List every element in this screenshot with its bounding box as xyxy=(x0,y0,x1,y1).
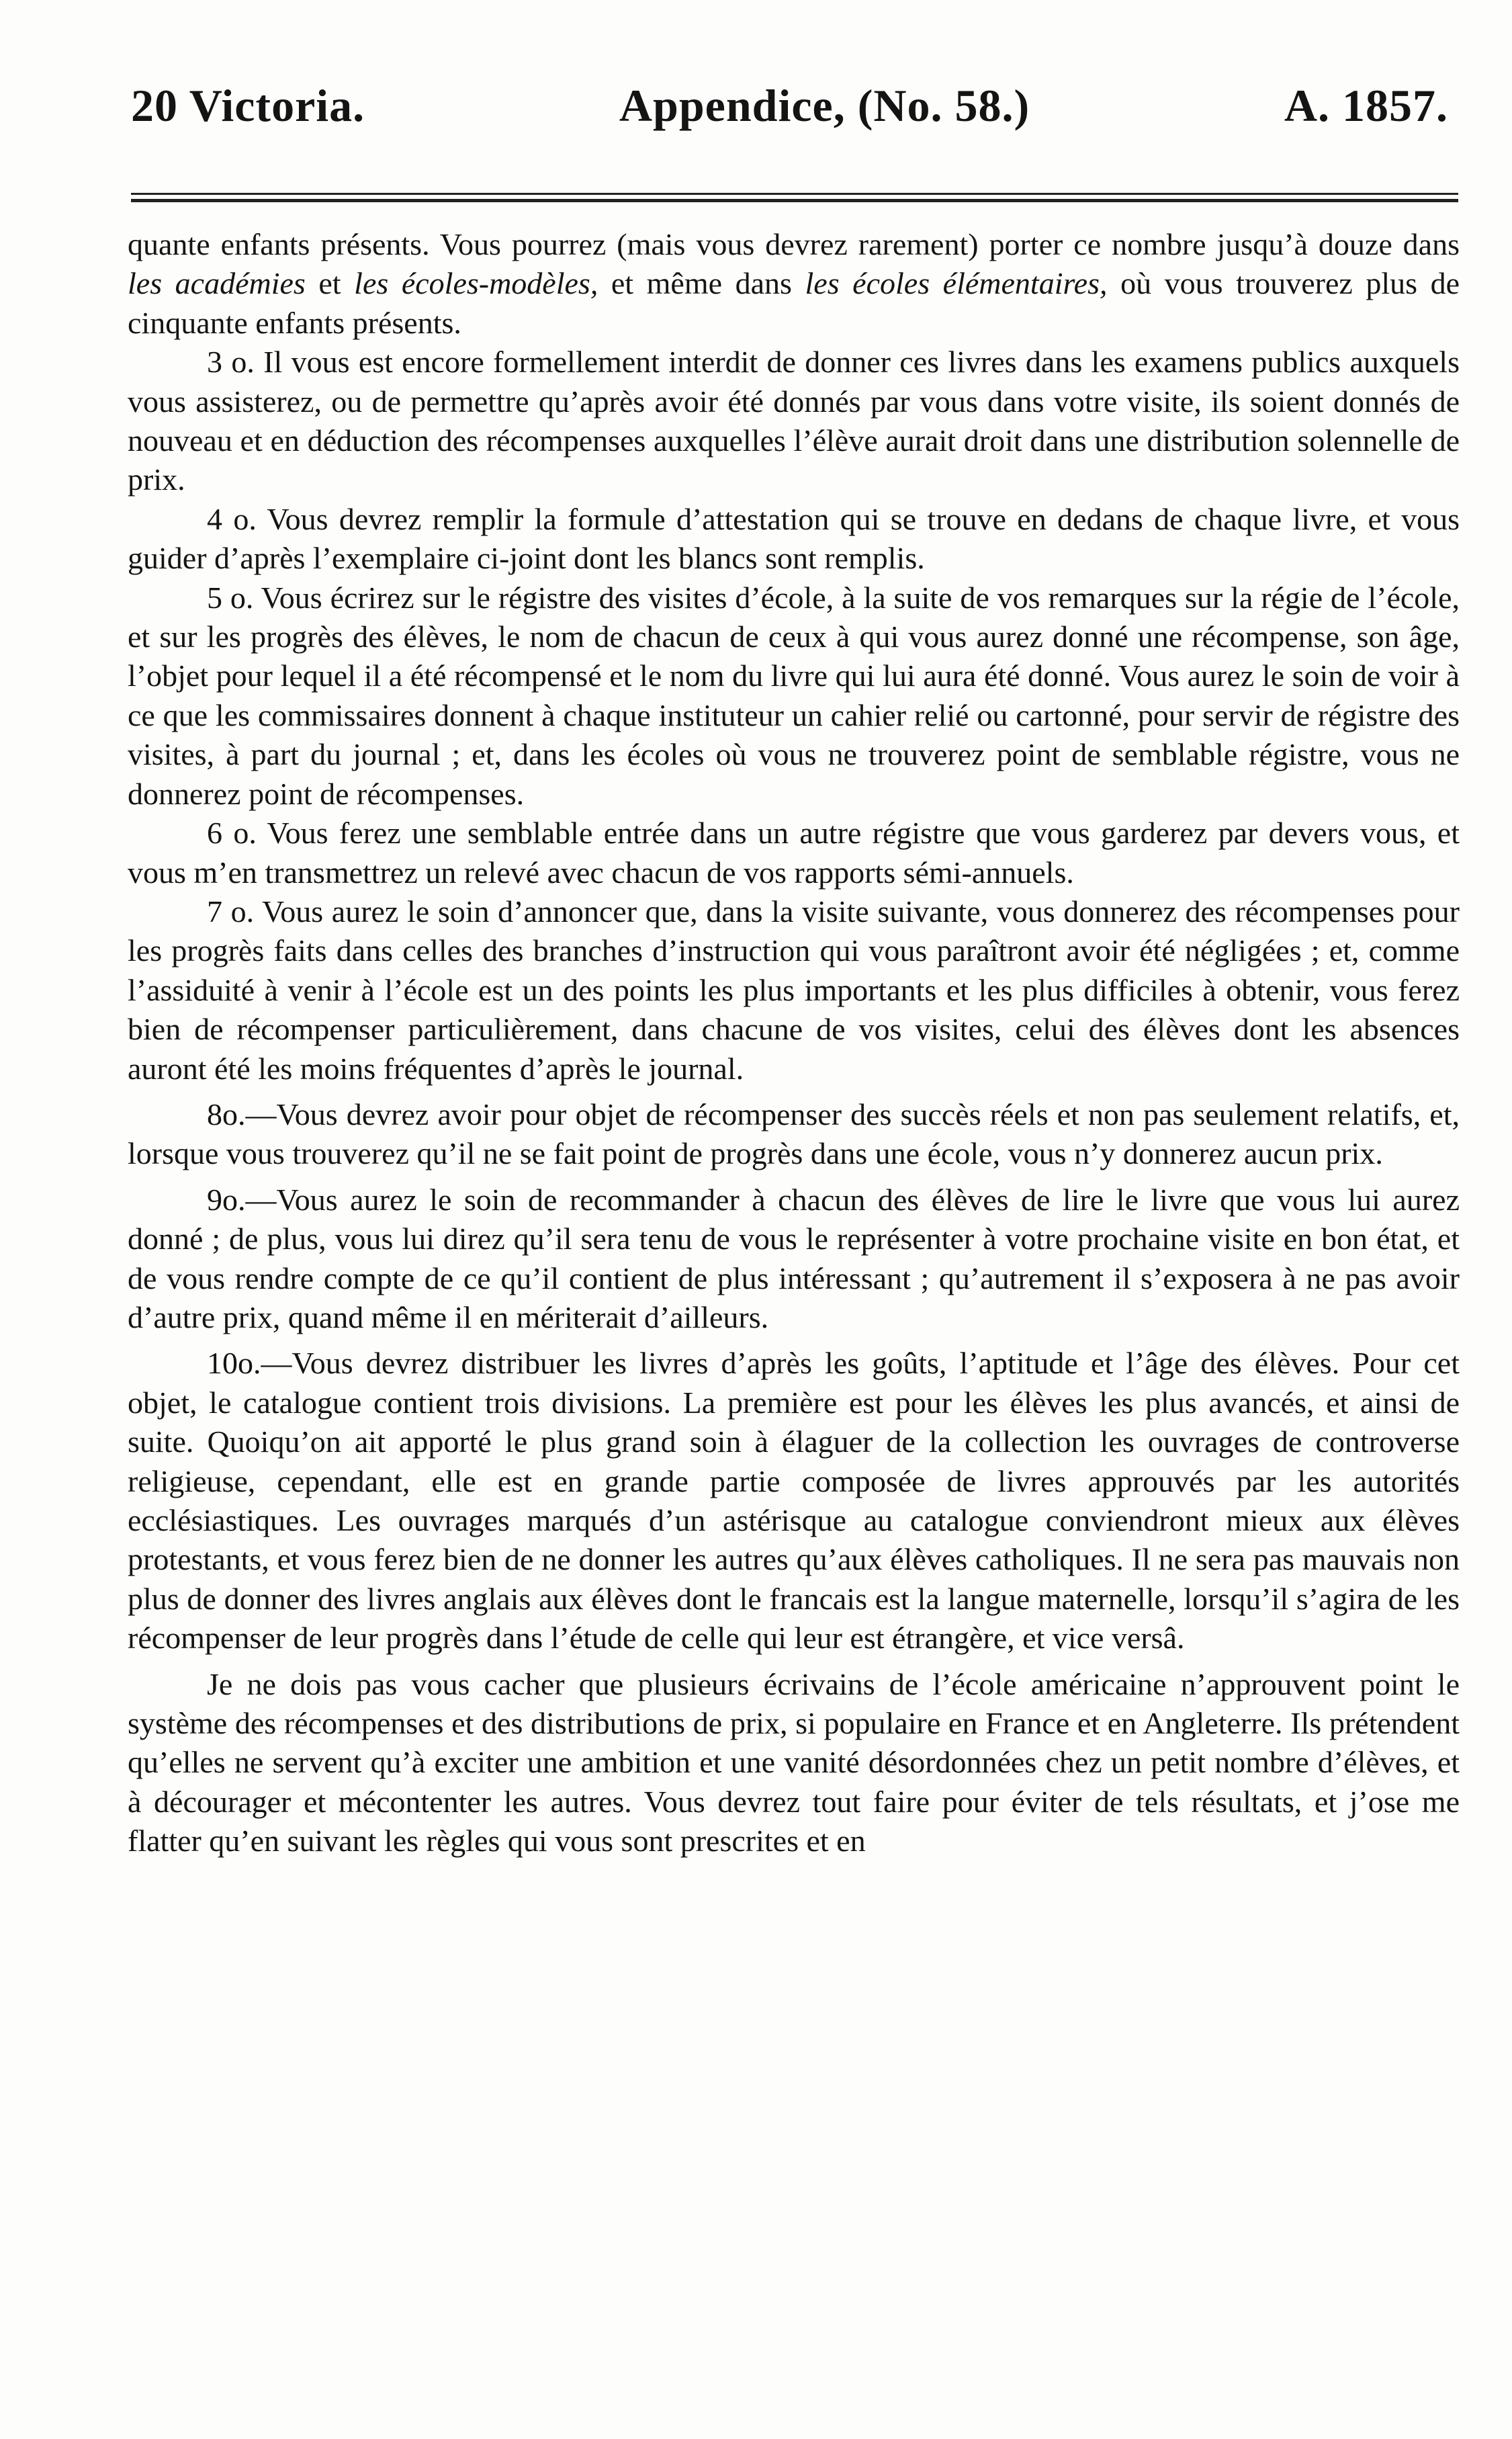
paragraph-rule-10: 10o.—Vous devrez distribuer les livres d’après les goûts, l’aptitude et l’âge des élèves. Pour cet objet, le catalogue contient trois divisions. La première est pour les élèves les plus avancés, et ainsi de suite. Quoiqu’on ait apporté le plus grand soin à élaguer de la collection les ouvrages de controverse religieuse, cependant, elle est en grande partie composée de livres approuvés par les autorités ecclésiastiques. Les ouvrages marqués d’un astérisque au catalogue conviendront mieux aux élèves protestants, et vous ferez bien de ne donner les autres qu’aux élèves catholiques. Il ne sera pas mauvais non plus de donner des livres anglais aux élèves dont le francais est la langue maternelle, lorsqu’il s’agira de les récompenser de leur progrès dans l’étude de celle qui leur est étrangère, et vice versâ. xyxy=(128,1346,1460,1656)
paragraph-continuation: quante enfants présents. Vous pourrez (mais vous devrez rarement) porter ce nombre jusqu’à douze dans les académies et les écoles-modèles, et même dans les écoles élémentaires, où vous trouverez plus de cinquante enfants présents. xyxy=(128,227,1460,340)
paragraph-closing: Je ne dois pas vous cacher que plusieurs écrivains de l’école américaine n’approuvent point le système des récompenses et des distributions de prix, si populaire en France et en Angleterre. Ils prétendent qu’elles ne servent qu’à exciter une ambition et une vanité désordonnées chez un petit nombre d’élèves, et à décourager et mécontenter les autres. Vous devrez tout faire pour éviter de tels résultats, et j’ose me flatter qu’en suivant les règles qui vous sont prescrites et en xyxy=(128,1666,1460,1858)
paragraph-rule-8: 8o.—Vous devrez avoir pour objet de récompenser des succès réels et non pas seulement relatifs, et, lorsque vous trouverez qu’il ne se fait point de progrès dans une école, vous n’y donnerez aucun prix. xyxy=(128,1097,1460,1171)
page-body xyxy=(128,225,1460,1861)
header-session: 20 Victoria. xyxy=(131,80,365,131)
header-year: A. 1857. xyxy=(1284,80,1448,131)
header-rule-thin xyxy=(131,193,1458,195)
header-appendix: Appendice, (No. 58.) xyxy=(619,80,1030,131)
paragraph-rule-4: 4 o. Vous devrez remplir la formule d’attestation qui se trouve en dedans de chaque livre, et vous guider d’après l’exemplaire ci-joint dont les blancs sont remplis. xyxy=(128,501,1460,576)
paragraph-rule-3: 3 o. Il vous est encore formellement interdit de donner ces livres dans les examens publics auxquels vous assisterez, ou de permettre qu’après avoir été donnés par vous dans votre visite, ils soient donnés de nouveau et en déduction des récompenses auxquelles l’élève aurait droit dans une distribution solennelle de prix. xyxy=(128,345,1460,497)
running-header xyxy=(131,79,1448,132)
paragraph-rule-6: 6 o. Vous ferez une semblable entrée dans un autre régistre que vous garderez par devers vous, et vous m’en transmettrez un relevé avec chacun de vos rapports sémi-annuels. xyxy=(128,816,1460,890)
paragraph-rule-9: 9o.—Vous aurez le soin de recommander à chacun des élèves de lire le livre que vous lui aurez donné ; de plus, vous lui direz qu’il sera tenu de vous le représenter à votre prochaine visite en bon état, et de vous rendre compte de ce qu’il contient de plus intéressant ; qu’autrement il s’exposera à ne pas avoir d’autre prix, quand même il en mériterait d’ailleurs. xyxy=(128,1182,1460,1334)
header-rule-thick xyxy=(131,199,1458,202)
paragraph-rule-5: 5 o. Vous écrirez sur le régistre des visites d’école, à la suite de vos remarques sur la régie de l’école, et sur les progrès des élèves, le nom de chacun de ceux à qui vous aurez donné une récompense, son âge, l’objet pour lequel il a été récompensé et le nom du livre qui lui aura été donné. Vous aurez le soin de voir à ce que les commissaires donnent à chaque instituteur un cahier relié ou cartonné, pour servir de régistre des visites, à part du journal ; et, dans les écoles où vous ne trouverez point de semblable régistre, vous ne donnerez point de récompenses. xyxy=(128,580,1460,811)
paragraph-rule-7: 7 o. Vous aurez le soin d’annoncer que, dans la visite suivante, vous donnerez des récompenses pour les progrès faits dans celles des branches d’instruction qui vous paraîtront avoir été négligées ; et, comme l’assiduité à venir à l’école est un des points les plus importants et les plus difficiles à obtenir, vous ferez bien de récompenser particulièrement, dans chacune de vos visites, celui des élèves dont les absences auront été les moins fréquentes d’après le journal. xyxy=(128,894,1460,1086)
